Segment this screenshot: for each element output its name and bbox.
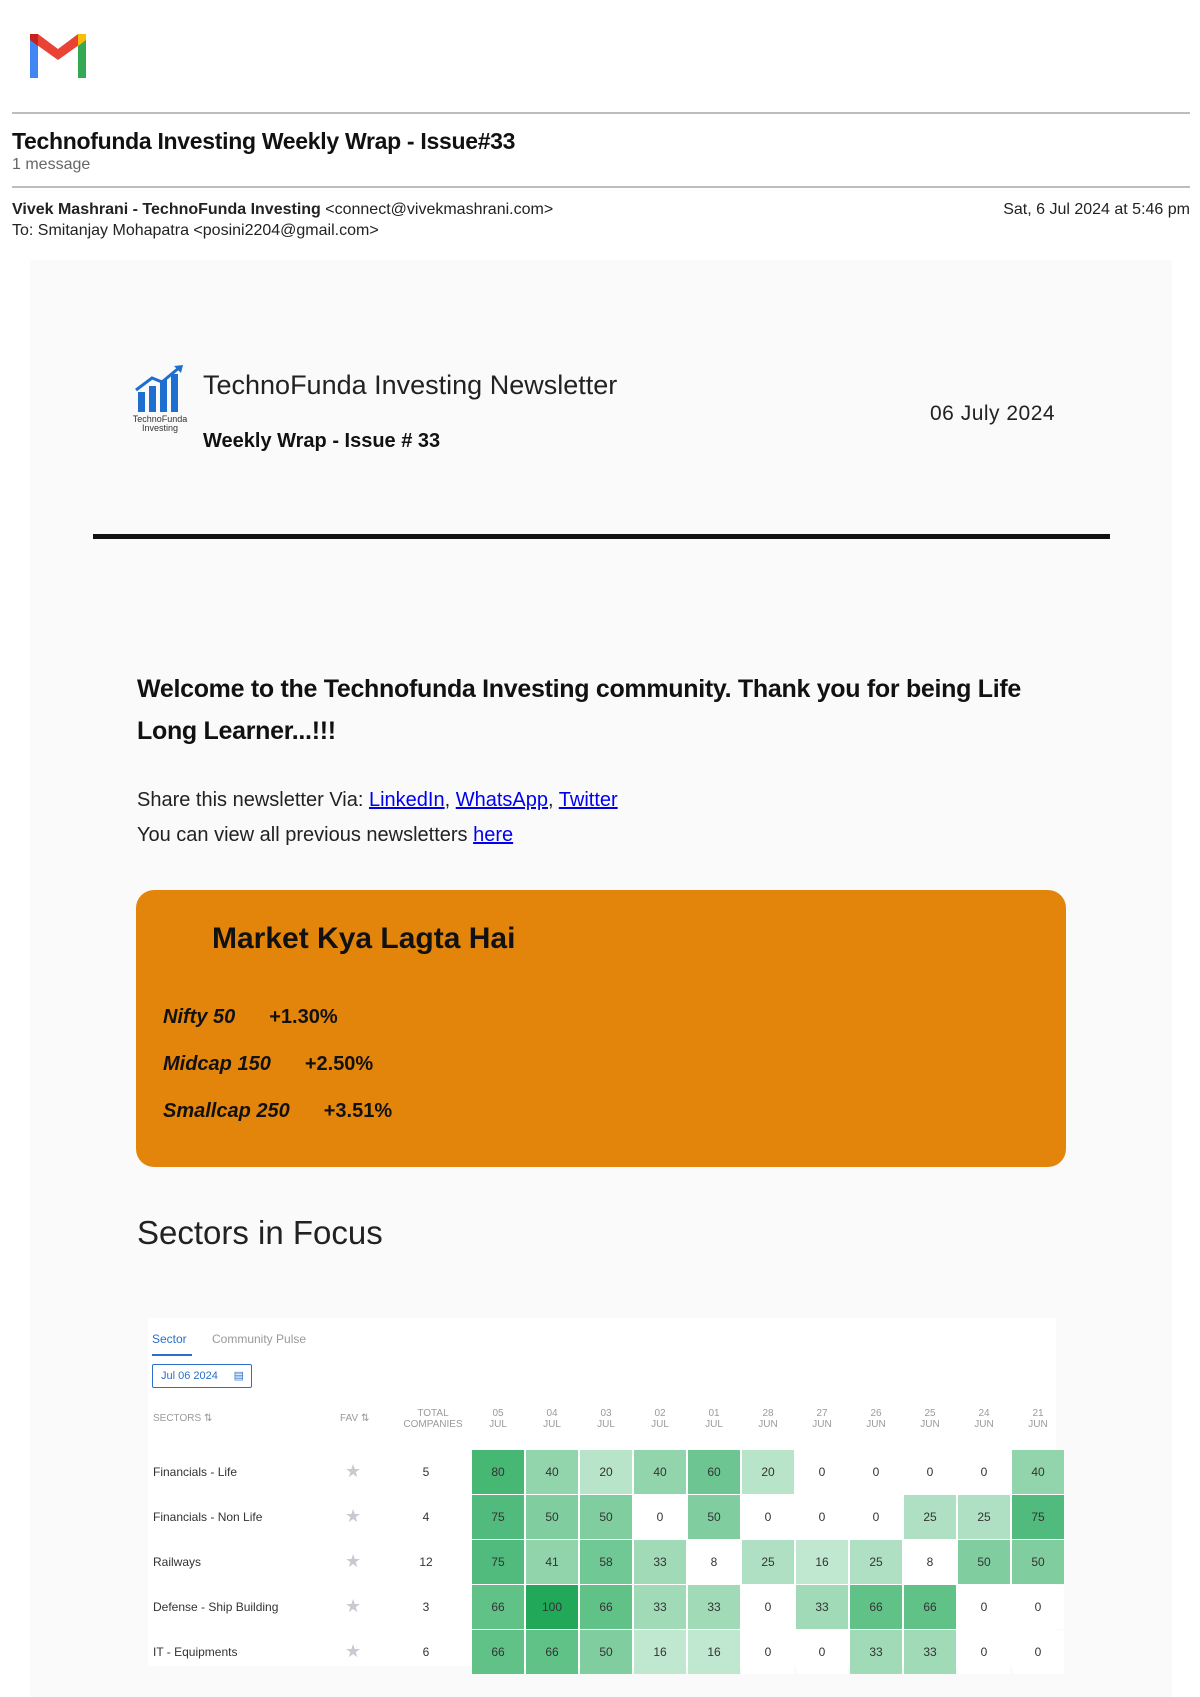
- share-prefix: Share this newsletter Via:: [137, 789, 369, 811]
- heatmap-cell: 25: [850, 1540, 902, 1584]
- previous-newsletters-link[interactable]: here: [473, 824, 514, 846]
- total-companies-value: 12: [419, 1555, 433, 1569]
- heatmap-cell: 40: [526, 1450, 578, 1494]
- heatmap-cell: 0: [850, 1495, 902, 1539]
- heatmap-cell: 100: [526, 1585, 578, 1629]
- col-sectors: [153, 1413, 212, 1424]
- heatmap-cell: 66: [526, 1630, 578, 1674]
- gmail-logo-icon: [26, 30, 90, 80]
- total-companies-value: 6: [422, 1645, 430, 1659]
- date-picker[interactable]: [152, 1364, 252, 1388]
- heatmap-cell: 58: [580, 1540, 632, 1584]
- index-midcap150: [163, 1053, 373, 1076]
- prev-prefix: You can view all previous newsletters: [137, 824, 474, 846]
- col-date-month: JUN: [758, 1419, 778, 1430]
- favorite-star-icon[interactable]: ★: [345, 1596, 362, 1616]
- heatmap-cell: 20: [742, 1450, 794, 1494]
- share-separator: ,: [548, 789, 559, 811]
- sector-row-label[interactable]: Financials - Life: [153, 1465, 238, 1479]
- col-date-month: JUL: [597, 1419, 615, 1430]
- heatmap-cell: 33: [850, 1630, 902, 1674]
- col-date-day: 02: [654, 1408, 666, 1419]
- col-date-month: JUN: [812, 1419, 832, 1430]
- heatmap-cell: 40: [1012, 1450, 1064, 1494]
- recipient-line: To: Smitanjay Mohapatra <posini2204@gmail.com>: [12, 222, 379, 239]
- col-date[interactable]: [850, 1408, 902, 1430]
- heatmap-cell: 33: [796, 1585, 848, 1629]
- heatmap-cell: 16: [796, 1540, 848, 1584]
- col-date-day: 26: [870, 1408, 882, 1419]
- sector-row-label[interactable]: IT - Equipments: [153, 1645, 238, 1659]
- logo-text-2: Investing: [141, 423, 179, 433]
- heatmap-cell: 0: [850, 1450, 902, 1494]
- sender-line: [12, 201, 553, 219]
- heatmap-cell: 66: [850, 1585, 902, 1629]
- tab-sector[interactable]: Sector: [152, 1332, 187, 1346]
- col-date[interactable]: [634, 1408, 686, 1430]
- sector-row-label[interactable]: Defense - Ship Building: [153, 1600, 279, 1614]
- heatmap-cell: 0: [796, 1495, 848, 1539]
- favorite-star-icon[interactable]: ★: [345, 1461, 362, 1481]
- sender-email[interactable]: <connect@vivekmashrani.com>: [325, 201, 554, 218]
- col-date-month: JUN: [974, 1419, 994, 1430]
- heatmap-cell: 8: [688, 1540, 740, 1584]
- total-companies-value: 5: [422, 1465, 430, 1479]
- heatmap-cell: 66: [904, 1585, 956, 1629]
- heatmap-cell: 16: [634, 1630, 686, 1674]
- heatmap-cell: 33: [904, 1630, 956, 1674]
- col-date-day: 27: [816, 1408, 828, 1419]
- col-total-label-2: COMPANIES: [403, 1419, 463, 1430]
- sender-name: Vivek Mashrani - TechnoFunda Investing: [12, 201, 321, 218]
- active-tab-indicator: [152, 1354, 192, 1356]
- heatmap-cell: 20: [580, 1450, 632, 1494]
- col-date-month: JUL: [543, 1419, 561, 1430]
- heatmap-cell: 0: [958, 1630, 1010, 1674]
- heatmap-cell: 16: [688, 1630, 740, 1674]
- heatmap-cell: 25: [958, 1495, 1010, 1539]
- heatmap-cell: 41: [526, 1540, 578, 1584]
- heatmap-cell: 50: [688, 1495, 740, 1539]
- email-date: Sat, 6 Jul 2024 at 5:46 pm: [1003, 201, 1190, 218]
- index-name: Midcap 150: [163, 1053, 271, 1075]
- heatmap-cell: 0: [904, 1450, 956, 1494]
- heatmap-cell: 75: [472, 1540, 524, 1584]
- favorite-star-icon[interactable]: ★: [345, 1551, 362, 1571]
- index-change: +2.50%: [304, 1053, 374, 1075]
- sector-row-label[interactable]: Railways: [153, 1555, 202, 1569]
- heatmap-cell: 50: [958, 1540, 1010, 1584]
- heatmap-cell: 0: [1012, 1630, 1064, 1674]
- heatmap-cell: 0: [742, 1585, 794, 1629]
- heatmap-cell: 50: [526, 1495, 578, 1539]
- sectors-heading: Sectors in Focus: [137, 1214, 383, 1251]
- col-date-month: JUN: [1028, 1419, 1048, 1430]
- heatmap-cell: 50: [580, 1495, 632, 1539]
- col-total-companies: [398, 1408, 468, 1430]
- favorite-star-icon[interactable]: ★: [345, 1641, 362, 1661]
- heatmap-cell: 0: [796, 1450, 848, 1494]
- col-date-day: 21: [1032, 1408, 1044, 1419]
- newsletter-title: TechnoFunda Investing Newsletter: [203, 370, 618, 400]
- whatsapp-link[interactable]: WhatsApp: [455, 789, 548, 811]
- heatmap-cell: 75: [472, 1495, 524, 1539]
- newsletter-issue: Weekly Wrap - Issue # 33: [203, 430, 441, 452]
- date-picker-value: Jul 06 2024: [161, 1370, 218, 1382]
- heatmap-cell: 8: [904, 1540, 956, 1584]
- heatmap-cell: 66: [472, 1585, 524, 1629]
- sort-icon[interactable]: ⇅: [360, 1413, 370, 1424]
- total-companies-value: 3: [422, 1600, 430, 1614]
- sort-icon[interactable]: ⇅: [203, 1413, 213, 1424]
- heatmap-cell: 66: [580, 1585, 632, 1629]
- sector-row-label[interactable]: Financials - Non Life: [153, 1510, 263, 1524]
- header-divider: [12, 112, 1190, 114]
- col-date[interactable]: [472, 1408, 524, 1430]
- col-fav-label: FAV: [340, 1413, 359, 1424]
- col-date-month: JUL: [705, 1419, 723, 1430]
- heatmap-cell: 80: [472, 1450, 524, 1494]
- total-companies-value: 4: [422, 1510, 430, 1524]
- col-date[interactable]: [742, 1408, 794, 1430]
- share-separator: ,: [444, 789, 456, 811]
- col-date[interactable]: [958, 1408, 1010, 1430]
- col-date-day: 24: [978, 1408, 990, 1419]
- col-date-month: JUN: [866, 1419, 886, 1430]
- heatmap-cell: 33: [634, 1585, 686, 1629]
- newsletter-divider: [93, 534, 1110, 539]
- index-change: +1.30%: [269, 1006, 338, 1028]
- technofunda-logo-icon: [130, 364, 194, 436]
- col-date[interactable]: [1012, 1408, 1064, 1430]
- email-subject: Technofunda Investing Weekly Wrap - Issue#33: [12, 128, 516, 154]
- index-smallcap250: [163, 1100, 392, 1123]
- col-date-day: 05: [492, 1408, 504, 1419]
- heatmap-cell: 0: [958, 1450, 1010, 1494]
- col-date[interactable]: [580, 1408, 632, 1430]
- heatmap-cell: 50: [580, 1630, 632, 1674]
- heatmap-cell: 0: [958, 1585, 1010, 1629]
- calendar-icon: ▤: [233, 1370, 244, 1382]
- index-nifty50: [163, 1006, 338, 1029]
- col-date-day: 01: [708, 1408, 720, 1419]
- heatmap-cell: 25: [904, 1495, 956, 1539]
- index-change: +3.51%: [323, 1100, 393, 1122]
- heatmap-cell: 0: [634, 1495, 686, 1539]
- heatmap-cell: 0: [1012, 1585, 1064, 1629]
- logo-text-1: TechnoFunda: [132, 414, 188, 424]
- col-fav: [340, 1413, 369, 1424]
- index-name: Smallcap 250: [163, 1100, 290, 1122]
- heatmap-cell: 40: [634, 1450, 686, 1494]
- col-total-label-1: TOTAL: [417, 1408, 449, 1419]
- previous-newsletters-line: [137, 824, 513, 847]
- tab-community-pulse[interactable]: Community Pulse: [212, 1332, 307, 1346]
- welcome-message: Welcome to the Technofunda Investing community. Thank you for being Life Long Learner...!!!: [137, 675, 1022, 745]
- favorite-star-icon[interactable]: ★: [345, 1506, 362, 1526]
- col-date[interactable]: [526, 1408, 578, 1430]
- col-date-month: JUL: [651, 1419, 669, 1430]
- heatmap-cell: 66: [472, 1630, 524, 1674]
- col-sectors-label: SECTORS: [153, 1413, 202, 1424]
- col-date-month: JUL: [489, 1419, 507, 1430]
- col-date-day: 25: [924, 1408, 936, 1419]
- heatmap-cell: 60: [688, 1450, 740, 1494]
- heatmap-cell: 33: [688, 1585, 740, 1629]
- col-date-month: JUN: [920, 1419, 940, 1430]
- subject-divider: [12, 186, 1190, 188]
- col-date-day: 03: [600, 1408, 612, 1419]
- col-date[interactable]: [796, 1408, 848, 1430]
- heatmap-cell: 75: [1012, 1495, 1064, 1539]
- col-date-day: 28: [762, 1408, 774, 1419]
- market-title: Market Kya Lagta Hai: [212, 922, 516, 955]
- share-line: [137, 789, 618, 812]
- twitter-link[interactable]: Twitter: [558, 789, 618, 811]
- heatmap-cell: 0: [796, 1630, 848, 1674]
- col-date[interactable]: [904, 1408, 956, 1430]
- index-name: Nifty 50: [163, 1006, 236, 1028]
- heatmap-cell: 0: [742, 1630, 794, 1674]
- heatmap-cell: 33: [634, 1540, 686, 1584]
- heatmap-cell: 25: [742, 1540, 794, 1584]
- heatmap-cell: 50: [1012, 1540, 1064, 1584]
- col-date[interactable]: [688, 1408, 740, 1430]
- message-count: 1 message: [12, 156, 91, 173]
- linkedin-link[interactable]: LinkedIn: [368, 789, 445, 811]
- newsletter-date: 06 July 2024: [930, 402, 1056, 425]
- col-date-day: 04: [546, 1408, 558, 1419]
- heatmap-cell: 0: [742, 1495, 794, 1539]
